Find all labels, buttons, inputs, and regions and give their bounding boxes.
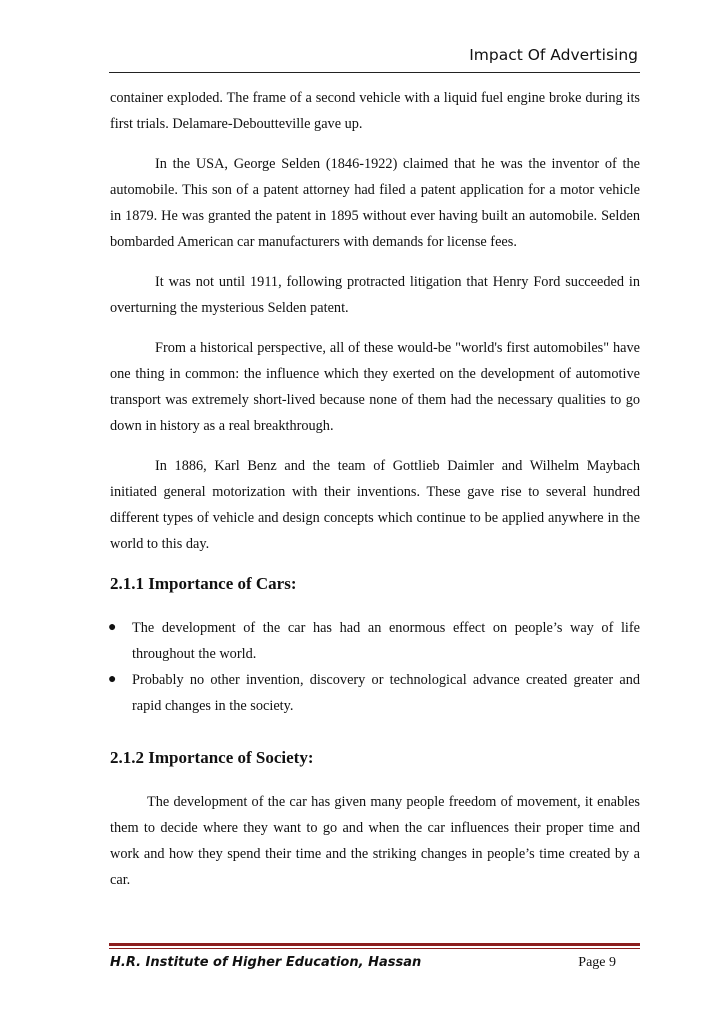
footer-institute: H.R. Institute of Higher Education, Hassan xyxy=(110,955,422,970)
paragraph-selden: In the USA, George Selden (1846-1922) claimed that he was the inventor of the automobile. This son of a patent attorney had filed a patent application for a motor vehicle in 1879. He was granted the patent in 1895 without ever having built an automobile. Selden bombarded American car manufacturers with demands for license fees. xyxy=(110,156,640,250)
bullet-list xyxy=(110,615,640,719)
paragraph-continuation: container exploded. The frame of a second vehicle with a liquid fuel engine broke during its first trials. Delamare-Deboutteville gave up. xyxy=(110,90,640,132)
paragraph-benz: In 1886, Karl Benz and the team of Gottlieb Daimler and Wilhelm Maybach initiated general motorization with their inventions. These gave rise to several hundred different types of vehicle and design concepts which continue to be applied anywhere in the world to this day. xyxy=(110,458,640,552)
bullet-icon: ● xyxy=(108,620,117,635)
bullet-text: The development of the car has had an enormous effect on people’s way of life throughout the world. xyxy=(132,620,640,662)
bullet-text: Probably no other invention, discovery or technological advance created greater and rapid changes in the society. xyxy=(132,672,640,714)
paragraph-historical: From a historical perspective, all of these would-be "world's first automobiles" have one thing in common: the influence which they exerted on the development of automotive transport was extremely short-lived because none of them had the necessary qualities to go down in history as a real breakthrough. xyxy=(110,340,640,434)
footer-divider-thick xyxy=(109,943,640,946)
header-divider xyxy=(109,72,640,73)
bullet-icon: ● xyxy=(108,672,117,687)
list-item xyxy=(110,615,640,667)
page-content xyxy=(110,85,640,907)
page-number: Page 9 xyxy=(578,955,616,970)
section-heading-cars: 2.1.1 Importance of Cars: xyxy=(110,574,297,593)
paragraph-ford: It was not until 1911, following protracted litigation that Henry Ford succeeded in overturning the mysterious Selden patent. xyxy=(110,274,640,316)
footer-divider-thin xyxy=(109,948,640,949)
paragraph-society: The development of the car has given many people freedom of movement, it enables them to decide where they want to go and when the car influences their proper time and work and how they spend their time and the striking changes in people’s time created by a car. xyxy=(110,794,640,888)
running-header: Impact Of Advertising xyxy=(469,46,638,64)
section-heading-society: 2.1.2 Importance of Society: xyxy=(110,748,314,767)
list-item xyxy=(110,667,640,719)
